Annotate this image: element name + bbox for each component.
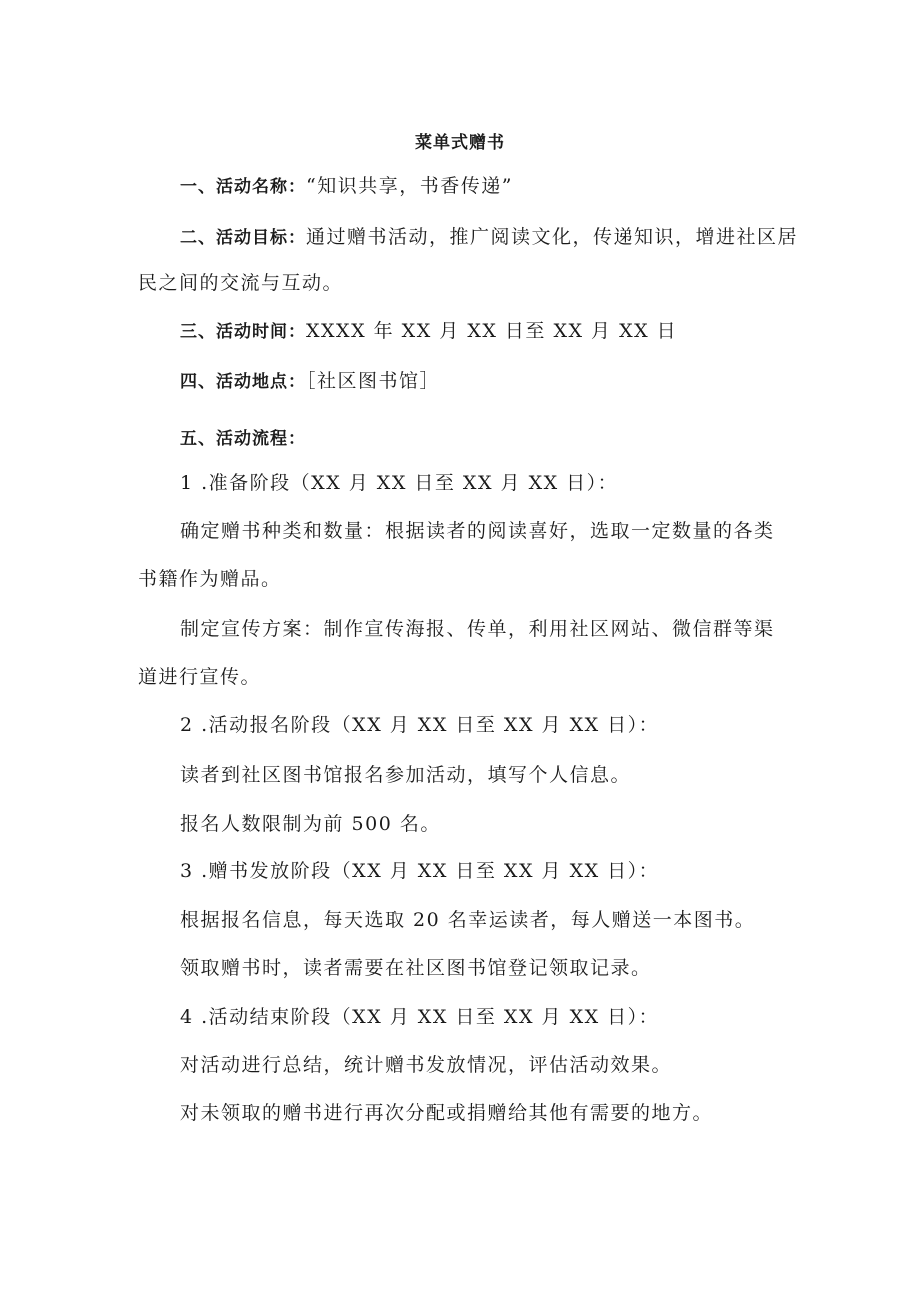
section-heading: 三、活动时间： (180, 322, 306, 342)
stage-paragraph: 对未领取的赠书进行再次分配或捐赠给其他有需要的地方。 (180, 1102, 714, 1124)
stage-paragraph: 读者到社区图书馆报名参加活动，填写个人信息。 (180, 764, 632, 786)
stage-paragraph-continued: 道进行宣传。 (138, 666, 262, 688)
stage-title: 3 .赠书发放阶段（XX 月 XX 日至 XX 月 XX 日）： (180, 860, 660, 882)
section-activity-goal-continued: 民之间的交流与互动。 (138, 272, 344, 294)
section-activity-time (180, 318, 677, 345)
section-heading: 二、活动目标： (180, 228, 306, 248)
section-activity-name (180, 173, 513, 200)
stage-paragraph: 根据报名信息，每天选取 20 名幸运读者，每人赠送一本图书。 (180, 909, 756, 931)
stage-paragraph-continued: 书籍作为赠品。 (138, 568, 282, 590)
document-title: 菜单式赠书 (415, 133, 505, 153)
stage-paragraph: 领取赠书时，读者需要在社区图书馆登记领取记录。 (180, 957, 652, 979)
section-activity-place (180, 368, 440, 395)
section-activity-process (180, 425, 306, 452)
section-heading: 四、活动地点： (180, 372, 306, 392)
stage-title: 1 .准备阶段（XX 月 XX 日至 XX 月 XX 日）： (180, 472, 619, 494)
stage-title: 2 .活动报名阶段（XX 月 XX 日至 XX 月 XX 日）： (180, 714, 660, 736)
section-text: XXXX 年 XX 月 XX 日至 XX 月 XX 日 (306, 320, 678, 342)
section-heading: 五、活动流程： (180, 429, 306, 449)
stage-paragraph: 对活动进行总结，统计赠书发放情况，评估活动效果。 (180, 1054, 673, 1076)
section-activity-goal (180, 224, 798, 251)
section-text: ［社区图书馆］ (306, 370, 441, 392)
section-text: “知识共享，书香传递” (306, 175, 513, 197)
stage-paragraph: 确定赠书种类和数量：根据读者的阅读喜好，选取一定数量的各类 (180, 520, 775, 542)
section-text: 通过赠书活动，推广阅读文化，传递知识，增进社区居 (306, 226, 799, 248)
stage-paragraph: 报名人数限制为前 500 名。 (180, 813, 441, 835)
stage-paragraph: 制定宣传方案：制作宣传海报、传单，利用社区网站、微信群等渠 (180, 618, 775, 640)
section-heading: 一、活动名称： (180, 177, 306, 197)
stage-title: 4 .活动结束阶段（XX 月 XX 日至 XX 月 XX 日）： (180, 1006, 660, 1028)
